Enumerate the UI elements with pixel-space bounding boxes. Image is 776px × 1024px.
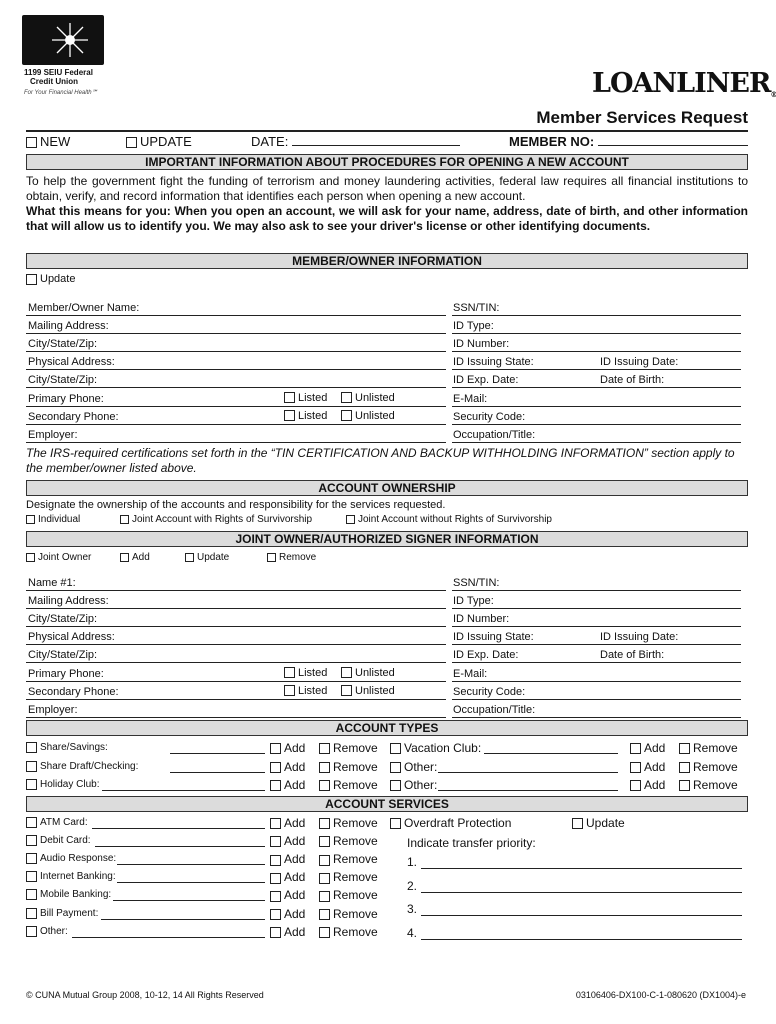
joint-label-left: Physical Address: xyxy=(28,631,115,644)
type-right-remove-checkbox[interactable] xyxy=(679,780,690,791)
service-checkbox[interactable] xyxy=(26,908,37,919)
service-line[interactable] xyxy=(117,882,265,883)
joint-listed-option[interactable] xyxy=(284,667,327,679)
type-right-remove-label: Remove xyxy=(693,741,738,755)
service-remove-checkbox[interactable] xyxy=(319,836,330,847)
type-left-remove-option[interactable] xyxy=(319,760,378,774)
joint-label-right: ID Number: xyxy=(453,613,510,626)
member-line-left-7[interactable] xyxy=(26,442,446,443)
types-heading: ACCOUNT TYPES xyxy=(26,720,748,736)
joint-owner-option[interactable] xyxy=(26,552,91,563)
type-left-add-option[interactable] xyxy=(270,741,305,755)
member-line-left-5[interactable] xyxy=(26,406,446,407)
member-unlisted-checkbox[interactable] xyxy=(341,392,352,403)
ownership-desc: Designate the ownership of the accounts and responsibility for the services requested. xyxy=(26,499,446,511)
joint-remove-option[interactable] xyxy=(267,552,316,563)
priority-number: 2. xyxy=(407,878,418,893)
service-add-label: Add xyxy=(284,906,306,921)
joint-label-left: Primary Phone: xyxy=(28,667,104,680)
important-para1: To help the government fight the funding of terrorism and money laundering activities, federal law requires all financial institutions to obtain, verify, and record information that identifies each person when opening a new account. xyxy=(26,174,748,203)
cu-name-line1: 1199 SEIU Federal xyxy=(24,68,93,77)
member-label-right: ID Issuing State: xyxy=(453,356,534,369)
type-right-remove-label: Remove xyxy=(693,778,738,792)
account-type-item[interactable] xyxy=(26,761,138,772)
date-line[interactable] xyxy=(292,145,460,146)
joint-label-left: Mailing Address: xyxy=(28,595,109,608)
brand-mark: ® xyxy=(770,90,776,99)
joint-line-left-1[interactable] xyxy=(26,608,446,609)
member-line-right-0[interactable] xyxy=(452,315,741,316)
member-line-right-2[interactable] xyxy=(452,351,741,352)
type-left-add-checkbox[interactable] xyxy=(270,780,281,791)
form-code: 03106406-DX100-C-1-080620 (DX1004)-e xyxy=(575,990,746,1000)
member-no-line[interactable] xyxy=(598,145,748,146)
member-no-field[interactable] xyxy=(509,134,748,149)
account-type-checkbox[interactable] xyxy=(26,742,37,753)
priority-label: Indicate transfer priority: xyxy=(407,836,536,850)
service-add-checkbox[interactable] xyxy=(270,927,281,938)
update-checkbox[interactable] xyxy=(126,137,137,148)
type-left-add-checkbox[interactable] xyxy=(270,762,281,773)
update-option[interactable] xyxy=(126,134,192,149)
service-remove-option[interactable] xyxy=(319,816,378,830)
service-line[interactable] xyxy=(72,937,265,938)
type-left-remove-checkbox[interactable] xyxy=(319,762,330,773)
overdraft-update-label: Update xyxy=(586,816,625,830)
type-right-add-label: Add xyxy=(644,778,666,792)
priority-line[interactable] xyxy=(421,915,742,916)
joint-remove-checkbox[interactable] xyxy=(267,553,276,562)
service-remove-label: Remove xyxy=(333,816,378,830)
individual-option[interactable] xyxy=(26,514,80,525)
account-type-line[interactable] xyxy=(170,753,265,754)
joint-line-left-7[interactable] xyxy=(26,717,446,718)
joint-line-left-5[interactable] xyxy=(26,681,446,682)
joint-line-left-4[interactable] xyxy=(26,662,446,663)
account-type-right-line[interactable] xyxy=(438,790,618,791)
account-type-right-checkbox[interactable] xyxy=(390,743,401,754)
service-remove-option[interactable] xyxy=(319,834,378,848)
member-label-left: City/State/Zip: xyxy=(28,374,98,387)
service-label: ATM Card: xyxy=(40,817,88,829)
service-remove-label: Remove xyxy=(333,924,378,939)
joint-line-left-3[interactable] xyxy=(26,644,446,645)
service-item[interactable] xyxy=(26,835,91,846)
service-add-checkbox[interactable] xyxy=(270,818,281,829)
member-label-right2: Date of Birth: xyxy=(600,374,665,387)
member-label-left: Primary Phone: xyxy=(28,392,104,405)
member-label-right: Security Code: xyxy=(453,410,526,423)
member-listed-option[interactable] xyxy=(284,410,327,422)
joint-label-left: City/State/Zip: xyxy=(28,649,98,662)
account-type-label: Share Draft/Checking: xyxy=(40,760,139,772)
type-left-remove-option[interactable] xyxy=(319,778,378,792)
joint-listed-label: Listed xyxy=(298,684,328,697)
title-rule xyxy=(26,130,748,132)
new-label: NEW xyxy=(40,134,71,149)
service-label: Internet Banking: xyxy=(40,871,116,883)
member-unlisted-label: Unlisted xyxy=(355,391,395,404)
priority-line[interactable] xyxy=(421,939,742,940)
type-left-remove-label: Remove xyxy=(333,778,378,792)
joint-unlisted-label: Unlisted xyxy=(355,684,395,697)
joint-line-right-4[interactable] xyxy=(452,662,741,663)
brand-text: LOANLINER xyxy=(592,68,771,99)
joint-label-right: ID Issuing State: xyxy=(453,631,534,644)
account-type-line[interactable] xyxy=(170,772,265,773)
overdraft-checkbox[interactable] xyxy=(390,818,401,829)
service-checkbox[interactable] xyxy=(26,926,37,937)
service-line[interactable] xyxy=(117,864,265,865)
joint-listed-checkbox[interactable] xyxy=(284,667,295,678)
overdraft-update-option[interactable] xyxy=(572,816,625,830)
joint-line-right-5[interactable] xyxy=(452,681,741,682)
service-item[interactable] xyxy=(26,908,98,919)
service-checkbox[interactable] xyxy=(26,817,37,828)
type-left-remove-label: Remove xyxy=(333,741,378,755)
service-remove-option[interactable] xyxy=(319,907,378,921)
joint-label-left: Employer: xyxy=(28,703,78,716)
account-type-right-label: Other: xyxy=(404,778,438,792)
member-line-right-3[interactable] xyxy=(452,369,741,370)
joint-label-right: ID Exp. Date: xyxy=(453,649,519,662)
service-line[interactable] xyxy=(113,900,265,901)
type-right-remove-checkbox[interactable] xyxy=(679,743,690,754)
service-remove-checkbox[interactable] xyxy=(319,909,330,920)
type-right-add-checkbox[interactable] xyxy=(630,743,641,754)
account-type-checkbox[interactable] xyxy=(26,761,37,772)
member-line-right-5[interactable] xyxy=(452,406,741,407)
member-label-right: Occupation/Title: xyxy=(453,428,536,441)
services-heading: ACCOUNT SERVICES xyxy=(26,796,748,812)
type-left-add-label: Add xyxy=(284,759,306,774)
service-remove-checkbox[interactable] xyxy=(319,855,330,866)
member-line-left-4[interactable] xyxy=(26,387,446,388)
service-remove-checkbox[interactable] xyxy=(319,873,330,884)
account-type-right-label: Vacation Club: xyxy=(404,741,482,755)
joint-unlisted-checkbox[interactable] xyxy=(341,667,352,678)
service-add-checkbox[interactable] xyxy=(270,855,281,866)
service-item[interactable] xyxy=(26,889,111,900)
service-label: Debit Card: xyxy=(40,835,91,847)
member-label-right: ID Exp. Date: xyxy=(453,374,519,387)
overdraft-option[interactable] xyxy=(390,816,511,830)
account-type-right-item[interactable] xyxy=(390,741,481,755)
service-item[interactable] xyxy=(26,853,116,864)
type-left-add-label: Add xyxy=(284,741,306,755)
new-option[interactable] xyxy=(26,134,70,149)
service-label: Other: xyxy=(40,925,68,937)
service-add-label: Add xyxy=(284,924,306,939)
joint-listed-option[interactable] xyxy=(284,685,327,697)
joint-label-left: Secondary Phone: xyxy=(28,685,119,698)
account-type-item[interactable] xyxy=(26,779,99,790)
member-label-left: Physical Address: xyxy=(28,356,115,369)
member-label-left: Employer: xyxy=(28,428,78,441)
joint-update-label: Update xyxy=(197,552,230,563)
service-remove-label: Remove xyxy=(333,870,378,885)
service-checkbox[interactable] xyxy=(26,871,37,882)
update-label: UPDATE xyxy=(140,134,192,149)
member-label-left: Member/Owner Name: xyxy=(28,302,140,314)
type-right-add-option[interactable] xyxy=(630,741,665,755)
type-left-add-option[interactable] xyxy=(270,760,305,774)
type-right-remove-option[interactable] xyxy=(679,760,738,774)
service-remove-checkbox[interactable] xyxy=(319,818,330,829)
type-right-remove-label: Remove xyxy=(693,759,738,774)
member-line-right-1[interactable] xyxy=(452,333,741,334)
service-remove-option[interactable] xyxy=(319,925,378,939)
important-para2: What this means for you: When you open an account, we will ask for your name, address, date of birth, and other information that will allow us to identify you. We may also ask to see your driver's license or other identifying documents. xyxy=(26,204,748,233)
overdraft-update-checkbox[interactable] xyxy=(572,818,583,829)
service-remove-option[interactable] xyxy=(319,888,378,902)
type-right-add-label: Add xyxy=(644,741,666,755)
member-line-left-6[interactable] xyxy=(26,424,446,425)
joint-line-left-0[interactable] xyxy=(26,590,446,591)
priority-line[interactable] xyxy=(421,892,742,893)
member-line-left-1[interactable] xyxy=(26,333,446,334)
joint-listed-label: Listed xyxy=(298,666,328,679)
service-add-option[interactable] xyxy=(270,888,305,902)
joint-unlisted-option[interactable] xyxy=(341,685,395,697)
type-left-remove-label: Remove xyxy=(333,759,378,774)
service-checkbox[interactable] xyxy=(26,835,37,846)
member-unlisted-label: Unlisted xyxy=(355,409,395,422)
overdraft-label: Overdraft Protection xyxy=(404,816,512,830)
member-line-left-3[interactable] xyxy=(26,369,446,370)
member-label-right2: ID Issuing Date: xyxy=(600,356,679,369)
service-add-label: Add xyxy=(284,870,306,885)
member-unlisted-checkbox[interactable] xyxy=(341,410,352,421)
type-right-remove-option[interactable] xyxy=(679,741,738,755)
form-title: Member Services Request xyxy=(536,108,748,127)
service-add-label: Add xyxy=(284,852,306,867)
credit-union-logo xyxy=(22,15,104,65)
joint-add-checkbox[interactable] xyxy=(120,553,129,562)
service-line[interactable] xyxy=(92,828,265,829)
ownership-heading: ACCOUNT OWNERSHIP xyxy=(26,480,748,496)
account-type-right-checkbox[interactable] xyxy=(390,780,401,791)
service-add-label: Add xyxy=(284,888,306,903)
joint-label-left: City/State/Zip: xyxy=(28,613,98,626)
joint-line-right-3[interactable] xyxy=(452,644,741,645)
service-label: Audio Response: xyxy=(40,853,117,865)
joint-line-right-1[interactable] xyxy=(452,608,741,609)
joint-label-right: Security Code: xyxy=(453,685,526,698)
member-label-left: City/State/Zip: xyxy=(28,338,98,351)
joint-add-option[interactable] xyxy=(120,552,150,563)
member-line-left-0[interactable] xyxy=(26,315,446,316)
individual-label: Individual xyxy=(38,514,81,525)
joint-line-right-2[interactable] xyxy=(452,626,741,627)
service-line[interactable] xyxy=(101,919,265,920)
service-line[interactable] xyxy=(95,846,265,847)
joint-without-survivorship-option[interactable] xyxy=(346,514,552,525)
member-line-left-2[interactable] xyxy=(26,351,446,352)
service-add-checkbox[interactable] xyxy=(270,873,281,884)
priority-number: 4. xyxy=(407,925,418,940)
service-add-checkbox[interactable] xyxy=(270,909,281,920)
cu-name-line2: Credit Union xyxy=(30,77,78,86)
joint-update-option[interactable] xyxy=(185,552,229,563)
account-type-line[interactable] xyxy=(102,790,265,791)
joint-owner-checkbox[interactable] xyxy=(26,553,35,562)
member-label-left: Mailing Address: xyxy=(28,320,109,333)
service-add-label: Add xyxy=(284,834,306,849)
joint-label-left: Name #1: xyxy=(28,577,76,589)
member-unlisted-option[interactable] xyxy=(341,410,395,422)
service-add-option[interactable] xyxy=(270,816,305,830)
type-right-add-label: Add xyxy=(644,759,666,774)
member-update-option[interactable] xyxy=(26,273,75,285)
joint-label-right: Occupation/Title: xyxy=(453,703,536,716)
member-label-right: E-Mail: xyxy=(453,392,488,405)
service-remove-option[interactable] xyxy=(319,870,378,884)
joint-with-survivorship-label: Joint Account with Rights of Survivorship xyxy=(132,514,313,525)
member-unlisted-option[interactable] xyxy=(341,392,395,404)
important-heading: IMPORTANT INFORMATION ABOUT PROCEDURES FOR OPENING A NEW ACCOUNT xyxy=(26,154,748,170)
joint-update-checkbox[interactable] xyxy=(185,553,194,562)
service-checkbox[interactable] xyxy=(26,853,37,864)
account-type-right-line[interactable] xyxy=(484,753,618,754)
service-label: Bill Payment: xyxy=(40,907,99,919)
joint-remove-label: Remove xyxy=(279,552,317,563)
account-type-label: Holiday Club: xyxy=(40,779,100,791)
type-right-add-checkbox[interactable] xyxy=(630,762,641,773)
joint-line-left-2[interactable] xyxy=(26,626,446,627)
account-type-right-label: Other: xyxy=(404,759,438,774)
joint-unlisted-checkbox[interactable] xyxy=(341,685,352,696)
priority-number: 3. xyxy=(407,902,418,916)
service-item[interactable] xyxy=(26,926,68,937)
service-add-option[interactable] xyxy=(270,907,305,921)
joint-without-survivorship-label: Joint Account without Rights of Survivorship xyxy=(358,514,552,525)
member-line-right-4[interactable] xyxy=(452,387,741,388)
member-label-right: ID Type: xyxy=(453,320,494,333)
account-type-item[interactable] xyxy=(26,742,108,753)
type-right-remove-checkbox[interactable] xyxy=(679,762,690,773)
account-type-right-item[interactable] xyxy=(390,778,437,792)
individual-checkbox[interactable] xyxy=(26,515,35,524)
account-type-right-item[interactable] xyxy=(390,760,437,774)
service-label: Mobile Banking: xyxy=(40,889,112,901)
type-left-add-checkbox[interactable] xyxy=(270,743,281,754)
type-right-remove-option[interactable] xyxy=(679,778,738,792)
type-left-remove-checkbox[interactable] xyxy=(319,780,330,791)
account-type-right-line[interactable] xyxy=(438,772,618,773)
service-remove-checkbox[interactable] xyxy=(319,891,330,902)
joint-add-label: Add xyxy=(132,552,150,563)
joint-heading: JOINT OWNER/AUTHORIZED SIGNER INFORMATION xyxy=(26,531,748,547)
account-type-label: Share/Savings: xyxy=(40,742,108,754)
joint-line-right-7[interactable] xyxy=(452,717,741,718)
joint-without-survivorship-checkbox[interactable] xyxy=(346,515,355,524)
joint-label-right: E-Mail: xyxy=(453,667,488,680)
joint-unlisted-option[interactable] xyxy=(341,667,395,679)
joint-listed-checkbox[interactable] xyxy=(284,685,295,696)
cu-tagline: For Your Financial Health℠ xyxy=(24,90,98,96)
new-checkbox[interactable] xyxy=(26,137,37,148)
service-add-option[interactable] xyxy=(270,834,305,848)
joint-owner-label: Joint Owner xyxy=(38,552,92,563)
service-remove-label: Remove xyxy=(333,852,378,867)
member-line-right-6[interactable] xyxy=(452,424,741,425)
service-add-label: Add xyxy=(284,816,306,830)
account-type-right-checkbox[interactable] xyxy=(390,762,401,773)
type-left-remove-option[interactable] xyxy=(319,741,378,755)
priority-number: 1. xyxy=(407,855,418,869)
type-left-add-option[interactable] xyxy=(270,778,305,792)
service-add-option[interactable] xyxy=(270,925,305,939)
joint-line-right-6[interactable] xyxy=(452,699,741,700)
service-remove-label: Remove xyxy=(333,834,378,849)
date-label: DATE: xyxy=(251,134,289,149)
joint-unlisted-label: Unlisted xyxy=(355,666,395,679)
member-no-label: MEMBER NO: xyxy=(509,134,595,149)
member-update-checkbox[interactable] xyxy=(26,274,37,285)
service-add-checkbox[interactable] xyxy=(270,891,281,902)
service-remove-option[interactable] xyxy=(319,852,378,866)
joint-with-survivorship-option[interactable] xyxy=(120,514,312,525)
loanliner-logo xyxy=(592,68,776,99)
member-listed-label: Listed xyxy=(298,409,328,422)
joint-label-right2: Date of Birth: xyxy=(600,649,665,662)
member-label-right: SSN/TIN: xyxy=(453,302,500,314)
type-right-add-checkbox[interactable] xyxy=(630,780,641,791)
type-left-remove-checkbox[interactable] xyxy=(319,743,330,754)
joint-line-right-0[interactable] xyxy=(452,590,741,591)
joint-line-left-6[interactable] xyxy=(26,699,446,700)
member-listed-label: Listed xyxy=(298,391,328,404)
service-add-option[interactable] xyxy=(270,852,305,866)
member-label-left: Secondary Phone: xyxy=(28,410,119,423)
joint-label-right: ID Type: xyxy=(453,595,494,608)
service-remove-checkbox[interactable] xyxy=(319,927,330,938)
service-remove-label: Remove xyxy=(333,888,378,903)
member-update-label: Update xyxy=(40,273,76,285)
credit-union-name xyxy=(24,68,93,86)
type-left-add-label: Add xyxy=(284,778,306,792)
type-right-add-option[interactable] xyxy=(630,760,665,774)
joint-with-survivorship-checkbox[interactable] xyxy=(120,515,129,524)
member-label-right: ID Number: xyxy=(453,338,510,351)
service-item[interactable] xyxy=(26,871,116,882)
service-add-checkbox[interactable] xyxy=(270,836,281,847)
service-checkbox[interactable] xyxy=(26,889,37,900)
irs-note: The IRS-required certifications set forth in the “TIN CERTIFICATION AND BACKUP WITHHOLDING INFORMATION” section apply to the member/owner listed above. xyxy=(26,446,735,475)
member-listed-checkbox[interactable] xyxy=(284,392,295,403)
member-heading: MEMBER/OWNER INFORMATION xyxy=(26,253,748,269)
copyright: © CUNA Mutual Group 2008, 10-12, 14 All Rights Reserved xyxy=(26,990,264,1000)
joint-label-right: SSN/TIN: xyxy=(453,577,500,589)
member-listed-option[interactable] xyxy=(284,392,327,404)
date-field[interactable] xyxy=(251,134,460,149)
account-type-checkbox[interactable] xyxy=(26,779,37,790)
service-add-option[interactable] xyxy=(270,870,305,884)
joint-label-right2: ID Issuing Date: xyxy=(600,631,679,644)
service-item[interactable] xyxy=(26,817,88,828)
member-listed-checkbox[interactable] xyxy=(284,410,295,421)
priority-line[interactable] xyxy=(421,868,742,869)
type-right-add-option[interactable] xyxy=(630,778,665,792)
member-line-right-7[interactable] xyxy=(452,442,741,443)
service-remove-label: Remove xyxy=(333,906,378,921)
